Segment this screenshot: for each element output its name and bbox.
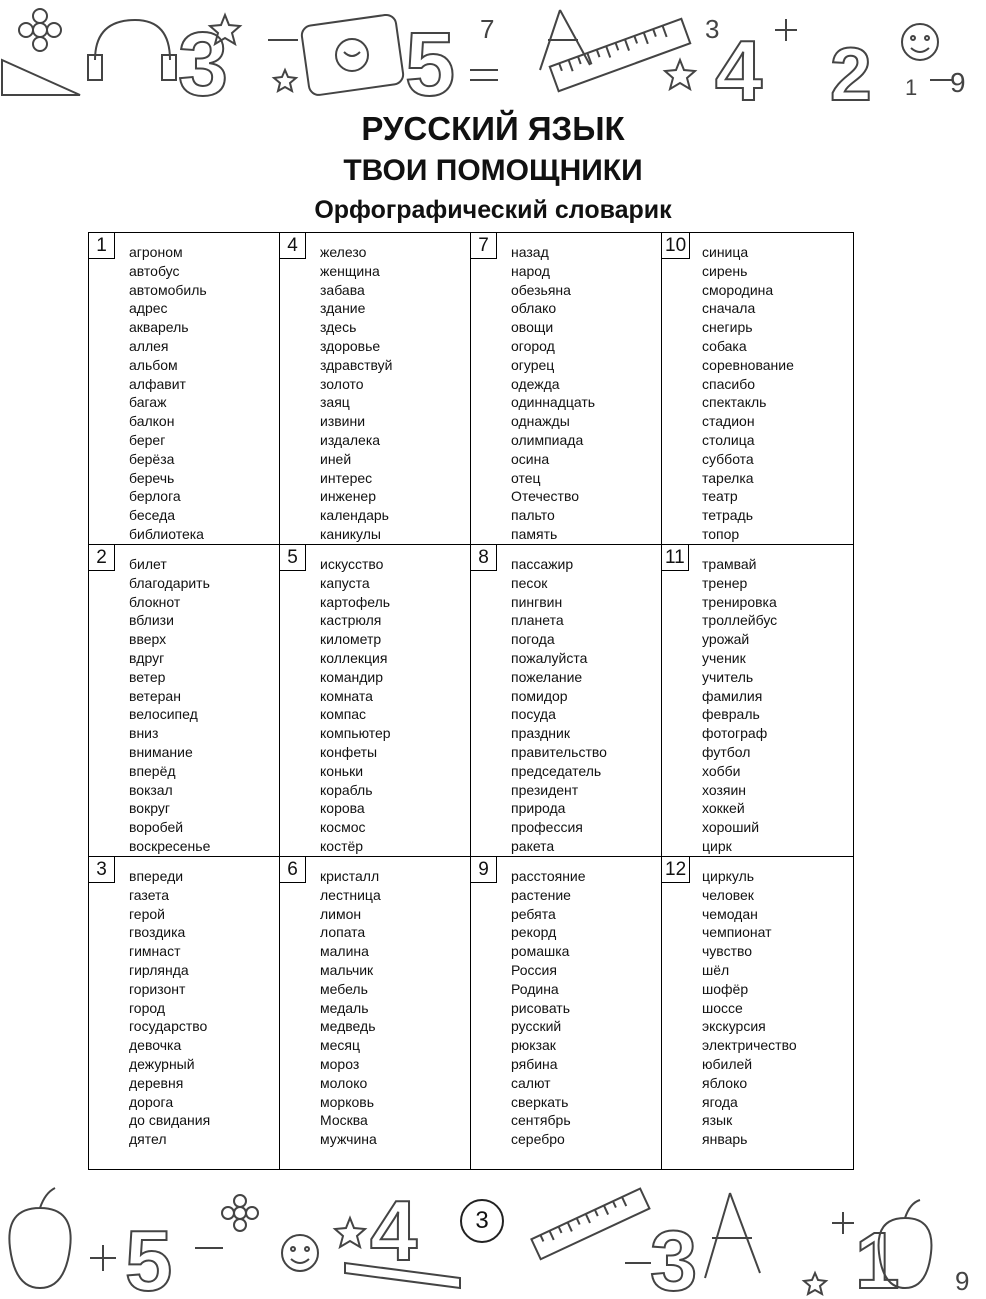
word-item: вокруг bbox=[129, 800, 170, 817]
word-item: спасибо bbox=[702, 375, 755, 392]
word-item: вокзал bbox=[129, 781, 173, 798]
page-subtitle: ТВОИ ПОМОЩНИКИ bbox=[343, 154, 643, 187]
smiley-icon bbox=[902, 24, 938, 60]
word-item: хороший bbox=[702, 819, 760, 836]
word-item: альбом bbox=[129, 356, 178, 373]
word-item: государство bbox=[129, 1018, 208, 1035]
word-item: одиннадцать bbox=[511, 394, 596, 411]
word-item: алфавит bbox=[129, 375, 186, 392]
word-item: вдруг bbox=[129, 649, 165, 666]
word-item: шофёр bbox=[702, 980, 749, 997]
word-item: шёл bbox=[702, 961, 730, 978]
group-number: 5 bbox=[280, 545, 306, 571]
word-item: рябина bbox=[511, 1055, 558, 1072]
word-item: собака bbox=[702, 337, 747, 354]
word-group-cell bbox=[89, 857, 280, 1169]
deco-digit: 3 bbox=[178, 15, 229, 110]
word-item: человек bbox=[702, 886, 754, 903]
word-item: акварель bbox=[129, 319, 189, 336]
star-icon bbox=[665, 60, 695, 89]
group-number: 10 bbox=[662, 233, 690, 259]
word-list bbox=[129, 867, 210, 1149]
word-item: девочка bbox=[129, 1037, 182, 1054]
compass-icon bbox=[705, 1193, 760, 1278]
word-item: трамвай bbox=[702, 556, 757, 572]
word-item: адрес bbox=[129, 300, 168, 317]
word-item: картофель bbox=[320, 593, 391, 610]
deco-digit: 4 bbox=[370, 1184, 418, 1279]
word-item: рюкзак bbox=[511, 1037, 556, 1054]
word-item: газета bbox=[129, 886, 170, 903]
word-item: герой bbox=[129, 905, 165, 922]
word-item: февраль bbox=[702, 706, 760, 723]
word-item: воробей bbox=[129, 819, 184, 836]
word-item: хобби bbox=[702, 762, 741, 779]
word-item: здание bbox=[320, 300, 366, 317]
word-item: память bbox=[511, 525, 558, 542]
word-item: библиотека bbox=[129, 525, 204, 542]
word-item: одежда bbox=[511, 375, 560, 392]
word-item: компас bbox=[320, 706, 367, 723]
word-item: мужчина bbox=[320, 1131, 377, 1148]
word-item: серебро bbox=[511, 1131, 565, 1148]
word-item: тренировка bbox=[702, 593, 777, 610]
plus-icon bbox=[775, 19, 797, 41]
word-item: гимнаст bbox=[129, 943, 181, 960]
word-item: экскурсия bbox=[702, 1018, 766, 1035]
word-group-cell bbox=[662, 545, 853, 857]
word-item: ягода bbox=[702, 1093, 738, 1110]
star-icon bbox=[804, 1273, 826, 1294]
word-item: беседа bbox=[129, 507, 176, 524]
word-item: стадион bbox=[702, 413, 755, 430]
word-group-cell bbox=[280, 545, 471, 857]
word-item: праздник bbox=[511, 725, 570, 742]
word-item: вперёд bbox=[129, 762, 176, 779]
word-list bbox=[129, 243, 207, 544]
word-item: берег bbox=[129, 431, 166, 448]
word-group-cell bbox=[662, 233, 853, 545]
word-item: месяц bbox=[320, 1037, 361, 1054]
word-item: гвоздика bbox=[129, 924, 186, 941]
word-item: хозяин bbox=[702, 781, 747, 798]
word-item: председатель bbox=[511, 762, 602, 779]
word-item: билет bbox=[129, 556, 167, 572]
word-item: берёза bbox=[129, 450, 175, 467]
word-item: кастрюля bbox=[320, 612, 382, 629]
word-item: синица bbox=[702, 244, 749, 260]
word-item: салют bbox=[511, 1074, 551, 1091]
word-list bbox=[129, 555, 210, 856]
word-item: расстояние bbox=[511, 868, 586, 884]
word-list bbox=[702, 555, 777, 856]
word-item: агроном bbox=[129, 244, 183, 260]
word-item: суббота bbox=[702, 450, 754, 467]
word-item: автобус bbox=[129, 262, 180, 279]
word-item: космос bbox=[320, 819, 366, 836]
deco-digit: 2 bbox=[830, 32, 872, 110]
deco-digit: 1 bbox=[905, 75, 918, 100]
word-item: лопата bbox=[320, 924, 366, 941]
word-list bbox=[511, 555, 607, 856]
word-list bbox=[320, 243, 393, 544]
word-item: дорога bbox=[129, 1093, 174, 1110]
word-item: олимпиада bbox=[511, 431, 584, 448]
word-item: ветер bbox=[129, 668, 166, 685]
word-item: вверх bbox=[129, 631, 167, 648]
word-item: издалека bbox=[320, 431, 381, 448]
word-item: снегирь bbox=[702, 319, 753, 336]
word-item: Отечество bbox=[511, 488, 580, 505]
word-item: внимание bbox=[129, 743, 193, 760]
word-item: молоко bbox=[320, 1074, 368, 1091]
word-item: забава bbox=[320, 281, 365, 298]
word-item: растение bbox=[511, 886, 571, 903]
word-item: женщина bbox=[320, 262, 380, 279]
word-item: Москва bbox=[320, 1112, 368, 1129]
word-item: язык bbox=[702, 1112, 733, 1129]
word-item: спектакль bbox=[702, 394, 767, 411]
group-number: 7 bbox=[471, 233, 497, 259]
word-item: рисовать bbox=[511, 999, 571, 1016]
page-title: РУССКИЙ ЯЗЫК bbox=[361, 110, 625, 147]
word-item: соревнование bbox=[702, 356, 794, 373]
word-item: тарелка bbox=[702, 469, 754, 486]
word-item: футбол bbox=[702, 743, 751, 760]
word-item: пожелание bbox=[511, 668, 583, 685]
word-item: фамилия bbox=[702, 687, 763, 704]
word-item: морковь bbox=[320, 1093, 374, 1110]
word-item: здоровье bbox=[320, 337, 381, 354]
word-item: дятел bbox=[129, 1131, 167, 1148]
word-item: овощи bbox=[511, 319, 554, 336]
word-list bbox=[511, 867, 586, 1149]
group-number: 1 bbox=[89, 233, 115, 259]
word-item: воскресенье bbox=[129, 837, 211, 854]
word-item: здравствуй bbox=[320, 356, 393, 373]
word-item: природа bbox=[511, 800, 566, 817]
word-group-cell bbox=[471, 857, 662, 1169]
word-item: малина bbox=[320, 943, 369, 960]
word-item: ракета bbox=[511, 837, 555, 854]
word-list bbox=[702, 867, 797, 1149]
word-list bbox=[702, 243, 794, 544]
deco-digit: 3 bbox=[705, 14, 720, 44]
word-item: корабль bbox=[320, 781, 373, 798]
word-item: мороз bbox=[320, 1055, 360, 1072]
star-icon bbox=[335, 1218, 365, 1247]
word-item: аллея bbox=[129, 337, 169, 354]
word-item: облако bbox=[511, 300, 557, 317]
plus-icon bbox=[90, 1245, 116, 1271]
word-item: ребята bbox=[511, 905, 556, 922]
word-item: планета bbox=[511, 612, 564, 629]
word-item: назад bbox=[511, 244, 549, 260]
word-item: столица bbox=[702, 431, 755, 448]
word-item: обезьяна bbox=[511, 281, 571, 298]
word-item: здесь bbox=[320, 319, 357, 336]
dictionary-grid bbox=[88, 232, 854, 1170]
word-item: беречь bbox=[129, 469, 175, 486]
deco-digit: 9 bbox=[950, 67, 966, 98]
word-item: погода bbox=[511, 631, 555, 648]
word-item: пожалуйста bbox=[511, 649, 588, 666]
word-item: русский bbox=[511, 1018, 562, 1035]
word-item: коллекция bbox=[320, 649, 388, 666]
word-item: чувство bbox=[702, 943, 753, 960]
word-group-cell bbox=[89, 545, 280, 857]
word-item: чемодан bbox=[702, 905, 758, 922]
headphones-icon bbox=[88, 20, 176, 80]
word-item: заяц bbox=[320, 394, 350, 411]
group-number: 8 bbox=[471, 545, 497, 571]
word-item: однажды bbox=[511, 413, 570, 430]
word-item: корова bbox=[320, 800, 365, 817]
word-item: яблоко bbox=[702, 1074, 748, 1091]
word-group-cell bbox=[471, 545, 662, 857]
word-item: впереди bbox=[129, 868, 184, 884]
word-item: осина bbox=[511, 450, 550, 467]
flower-icon bbox=[19, 9, 61, 51]
apple-icon bbox=[9, 1188, 70, 1288]
word-item: рекорд bbox=[511, 924, 557, 941]
deco-digit: 7 bbox=[480, 14, 495, 44]
group-number: 9 bbox=[471, 857, 497, 883]
word-item: инженер bbox=[320, 488, 377, 505]
word-item: ветеран bbox=[129, 687, 181, 704]
word-item: огурец bbox=[511, 356, 555, 373]
word-item: железо bbox=[320, 244, 367, 260]
flower-icon bbox=[222, 1195, 258, 1231]
word-item: багаж bbox=[129, 394, 167, 411]
word-item: лестница bbox=[320, 886, 381, 903]
word-item: урожай bbox=[702, 631, 750, 648]
word-group-cell bbox=[89, 233, 280, 545]
word-item: цирк bbox=[702, 837, 732, 854]
word-item: фотограф bbox=[702, 725, 768, 742]
word-item: компьютер bbox=[320, 725, 391, 742]
word-item: сентябрь bbox=[511, 1112, 571, 1129]
word-item: берлога bbox=[129, 488, 181, 505]
word-item: театр bbox=[702, 488, 738, 505]
word-item: сирень bbox=[702, 262, 748, 279]
deco-digit: 3 bbox=[650, 1214, 698, 1299]
deco-digit: 4 bbox=[715, 24, 763, 110]
word-item: извини bbox=[320, 413, 366, 430]
word-item: автомобиль bbox=[129, 281, 207, 298]
deco-digit: 5 bbox=[125, 1214, 173, 1299]
word-item: смородина bbox=[702, 281, 774, 298]
word-group-cell bbox=[662, 857, 853, 1169]
equals-icon bbox=[470, 70, 498, 80]
group-number: 12 bbox=[662, 857, 690, 883]
word-item: гирлянда bbox=[129, 961, 189, 978]
word-item: правительство bbox=[511, 743, 607, 760]
word-item: сначала bbox=[702, 300, 756, 317]
word-item: каникулы bbox=[320, 525, 381, 542]
word-item: километр bbox=[320, 631, 382, 648]
word-item: песок bbox=[511, 574, 548, 591]
word-item: пальто bbox=[511, 507, 555, 524]
word-item: велосипед bbox=[129, 706, 198, 723]
word-item: народ bbox=[511, 262, 550, 279]
word-item: учитель bbox=[702, 668, 754, 685]
word-item: троллейбус bbox=[702, 612, 778, 629]
word-list bbox=[320, 555, 391, 856]
word-item: золото bbox=[320, 375, 364, 392]
word-group-cell bbox=[280, 857, 471, 1169]
star-icon bbox=[274, 70, 296, 91]
word-item: коньки bbox=[320, 762, 364, 779]
plus-icon bbox=[832, 1212, 854, 1234]
top-doodle-border bbox=[0, 0, 986, 110]
word-item: костёр bbox=[320, 837, 364, 854]
word-item: профессия bbox=[511, 819, 583, 836]
word-item: мальчик bbox=[320, 961, 374, 978]
word-item: тренер bbox=[702, 574, 748, 591]
word-item: капуста bbox=[320, 574, 370, 591]
word-item: комната bbox=[320, 687, 373, 704]
word-item: медведь bbox=[320, 1018, 376, 1035]
word-item: циркуль bbox=[702, 868, 755, 884]
word-item: вблизи bbox=[129, 612, 174, 629]
word-item: кристалл bbox=[320, 868, 380, 884]
phone-icon bbox=[301, 14, 405, 97]
word-item: огород bbox=[511, 337, 555, 354]
word-item: топор bbox=[702, 525, 740, 542]
deco-digit: 1 bbox=[855, 1216, 900, 1299]
page-number: 3 bbox=[460, 1199, 504, 1243]
deco-digit: 9 bbox=[955, 1266, 970, 1296]
word-item: мебель bbox=[320, 980, 368, 997]
group-number: 4 bbox=[280, 233, 306, 259]
word-item: пассажир bbox=[511, 556, 574, 572]
word-item: вниз bbox=[129, 725, 159, 742]
word-item: интерес bbox=[320, 469, 373, 486]
word-item: блокнот bbox=[129, 593, 181, 610]
word-item: ромашка bbox=[511, 943, 570, 960]
group-number: 2 bbox=[89, 545, 115, 571]
word-item: лимон bbox=[320, 905, 362, 922]
word-group-cell bbox=[471, 233, 662, 545]
word-item: январь bbox=[702, 1131, 748, 1148]
word-item: иней bbox=[320, 450, 352, 467]
word-list bbox=[320, 867, 381, 1149]
group-number: 3 bbox=[89, 857, 115, 883]
word-item: календарь bbox=[320, 507, 389, 524]
word-item: отец bbox=[511, 469, 541, 486]
word-item: посуда bbox=[511, 706, 556, 723]
word-item: тетрадь bbox=[702, 507, 754, 524]
word-item: балкон bbox=[129, 413, 175, 430]
word-item: Россия bbox=[511, 961, 557, 978]
deco-digit: 5 bbox=[405, 15, 456, 110]
word-item: Родина bbox=[511, 980, 559, 997]
word-item: до свидания bbox=[129, 1112, 211, 1129]
ruler-icon bbox=[531, 1189, 649, 1260]
word-item: командир bbox=[320, 668, 383, 685]
word-item: искусство bbox=[320, 556, 384, 572]
set-square-icon bbox=[2, 60, 80, 95]
word-item: город bbox=[129, 999, 166, 1016]
word-item: хоккей bbox=[702, 800, 745, 817]
word-item: юбилей bbox=[702, 1055, 753, 1072]
word-item: деревня bbox=[129, 1074, 184, 1091]
word-item: сверкать bbox=[511, 1093, 569, 1110]
group-number: 11 bbox=[662, 545, 689, 571]
word-item: чемпионат bbox=[702, 924, 772, 941]
section-title: Орфографический словарик bbox=[314, 196, 672, 224]
word-group-cell bbox=[280, 233, 471, 545]
word-item: пингвин bbox=[511, 593, 563, 610]
word-item: шоссе bbox=[702, 999, 743, 1016]
word-item: благодарить bbox=[129, 574, 210, 591]
word-list bbox=[511, 243, 595, 544]
word-item: помидор bbox=[511, 687, 568, 704]
word-item: дежурный bbox=[129, 1055, 195, 1072]
word-item: медаль bbox=[320, 999, 369, 1016]
smiley-icon bbox=[282, 1235, 318, 1271]
word-item: электричество bbox=[702, 1037, 797, 1054]
word-item: конфеты bbox=[320, 743, 378, 760]
word-item: горизонт bbox=[129, 980, 186, 997]
word-item: ученик bbox=[702, 649, 746, 666]
word-item: президент bbox=[511, 781, 579, 798]
group-number: 6 bbox=[280, 857, 306, 883]
